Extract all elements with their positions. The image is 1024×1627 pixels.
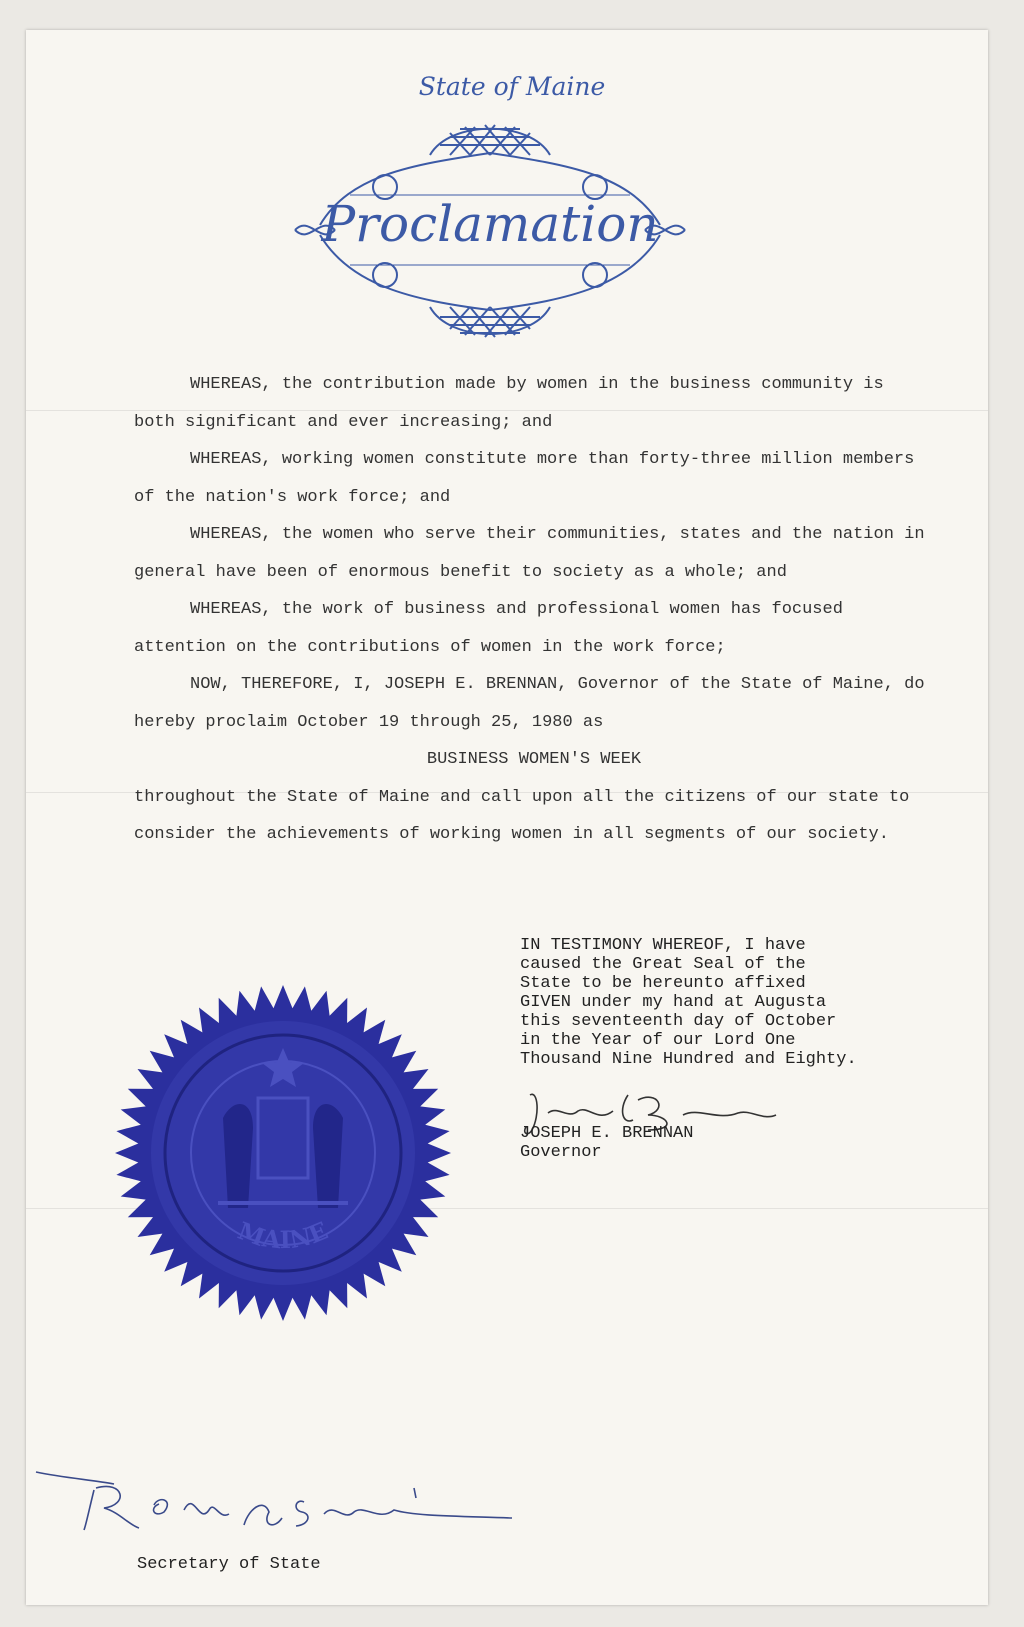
state-title: State of Maine [418,72,606,101]
governor-block [520,1124,693,1162]
testimony-line: in the Year of our Lord One [520,1031,796,1050]
testimony-line: State to be hereunto affixed [520,974,806,993]
secretary-signature [34,1470,514,1560]
testimony-line: IN TESTIMONY WHEREOF, I have [520,936,806,955]
proclamation-body [134,366,934,854]
proclaimed-week: BUSINESS WOMEN'S WEEK [426,750,642,769]
whereas-paragraph: WHEREAS, the women who serve their communities, states and the nation in general have been of enormous benefit to society as a whole; and [134,525,925,582]
secretary-title: Secretary of State [137,1555,321,1574]
whereas-paragraph: WHEREAS, the contribution made by women in the business community is both significant and ever increasing; and [134,375,884,432]
testimony-line: caused the Great Seal of the [520,955,806,974]
whereas-paragraph: WHEREAS, the work of business and professional women has focused attention on the contributions of women in the work force; [134,600,843,657]
whereas-paragraph: WHEREAS, working women constitute more than forty-three million members of the nation's work force; and [134,450,915,507]
seal-text: MAINE [234,1215,332,1255]
ornament-title: Proclamation [321,195,659,253]
proclamation-ornament [290,115,690,345]
testimony-line: GIVEN under my hand at Augusta [520,993,827,1012]
therefore-paragraph: NOW, THEREFORE, I, JOSEPH E. BRENNAN, Governor of the State of Maine, do hereby proclaim October 19 through 25, 1980 as [134,675,925,732]
governor-title: Governor [520,1143,602,1162]
closing-paragraph: throughout the State of Maine and call upon all the citizens of our state to consider the achievements of working women in all segments of our society. [134,787,910,844]
testimony-line: Thousand Nine Hundred and Eighty. [520,1050,857,1069]
testimony-block [520,936,910,1069]
great-seal-of-maine [108,978,458,1328]
governor-name: JOSEPH E. BRENNAN [520,1124,694,1143]
testimony-line: this seventeenth day of October [520,1012,837,1031]
